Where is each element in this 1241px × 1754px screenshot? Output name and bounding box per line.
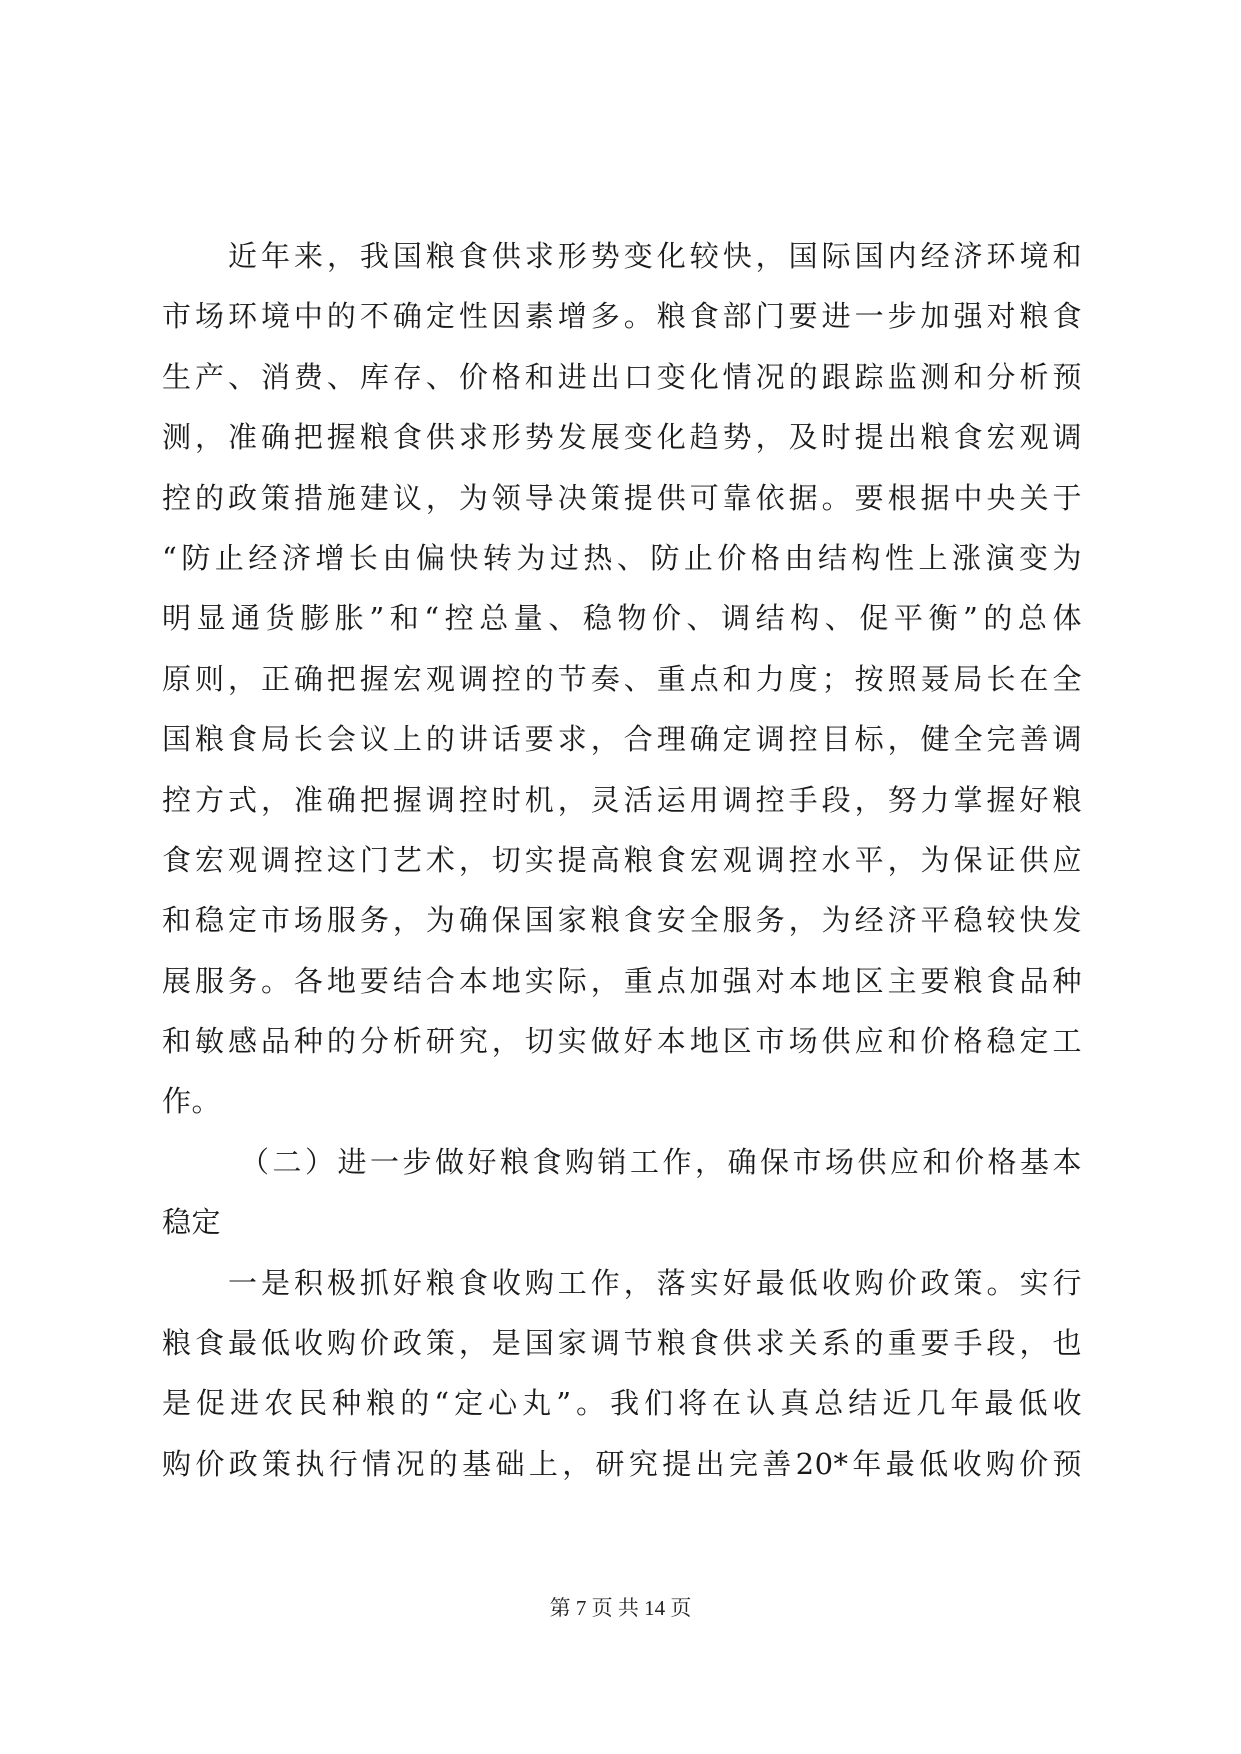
paragraph-line: 原则，正确把握宏观调控的节奏、重点和力度；按照聂局长在全 (162, 661, 1082, 696)
paragraph-line: “防止经济增长由偏快转为过热、防止价格由结构性上涨演变为 (162, 540, 1082, 575)
paragraph-line: 粮食最低收购价政策，是国家调节粮食供求关系的重要手段，也 (162, 1326, 1082, 1361)
paragraph-line: 一是积极抓好粮食收购工作，落实好最低收购价政策。实行 (228, 1265, 1082, 1300)
paragraph-line: 和敏感品种的分析研究，切实做好本地区市场供应和价格稳定工 (162, 1024, 1082, 1059)
paragraph-line: 购价政策执行情况的基础上，研究提出完善20*年最低收购价预 (162, 1446, 1082, 1481)
page-number-footer: 第 7 页 共 14 页 (549, 1596, 692, 1620)
paragraph-line: 和稳定市场服务，为确保国家粮食安全服务，为经济平稳较快发 (162, 903, 1082, 938)
section-heading-line: 稳定 (162, 1205, 222, 1240)
paragraph-line: 测，准确把握粮食供求形势发展变化趋势，及时提出粮食宏观调 (162, 420, 1082, 455)
body-text (162, 226, 1082, 1494)
section-heading-line: （二）进一步做好粮食购销工作，确保市场供应和价格基本 (240, 1144, 1082, 1179)
paragraph-line: 市场环境中的不确定性因素增多。粮食部门要进一步加强对粮食 (162, 299, 1082, 334)
paragraph-line: 食宏观调控这门艺术，切实提高粮食宏观调控水平，为保证供应 (162, 842, 1082, 877)
paragraph-line: 展服务。各地要结合本地实际，重点加强对本地区主要粮食品种 (162, 963, 1082, 998)
paragraph-line: 国粮食局长会议上的讲话要求，合理确定调控目标，健全完善调 (162, 722, 1082, 757)
paragraph-line: 作。 (162, 1084, 222, 1119)
paragraph-line: 明显通货膨胀”和“控总量、稳物价、调结构、促平衡”的总体 (162, 601, 1082, 636)
paragraph-line: 生产、消费、库存、价格和进出口变化情况的跟踪监测和分析预 (162, 359, 1082, 394)
paragraph-line: 控的政策措施建议，为领导决策提供可靠依据。要根据中央关于 (162, 480, 1082, 515)
paragraph-line: 控方式，准确把握调控时机，灵活运用调控手段，努力掌握好粮 (162, 782, 1082, 817)
paragraph-line: 近年来，我国粮食供求形势变化较快，国际国内经济环境和 (228, 239, 1082, 273)
paragraph-line: 是促进农民种粮的“定心丸”。我们将在认真总结近几年最低收 (162, 1386, 1082, 1421)
